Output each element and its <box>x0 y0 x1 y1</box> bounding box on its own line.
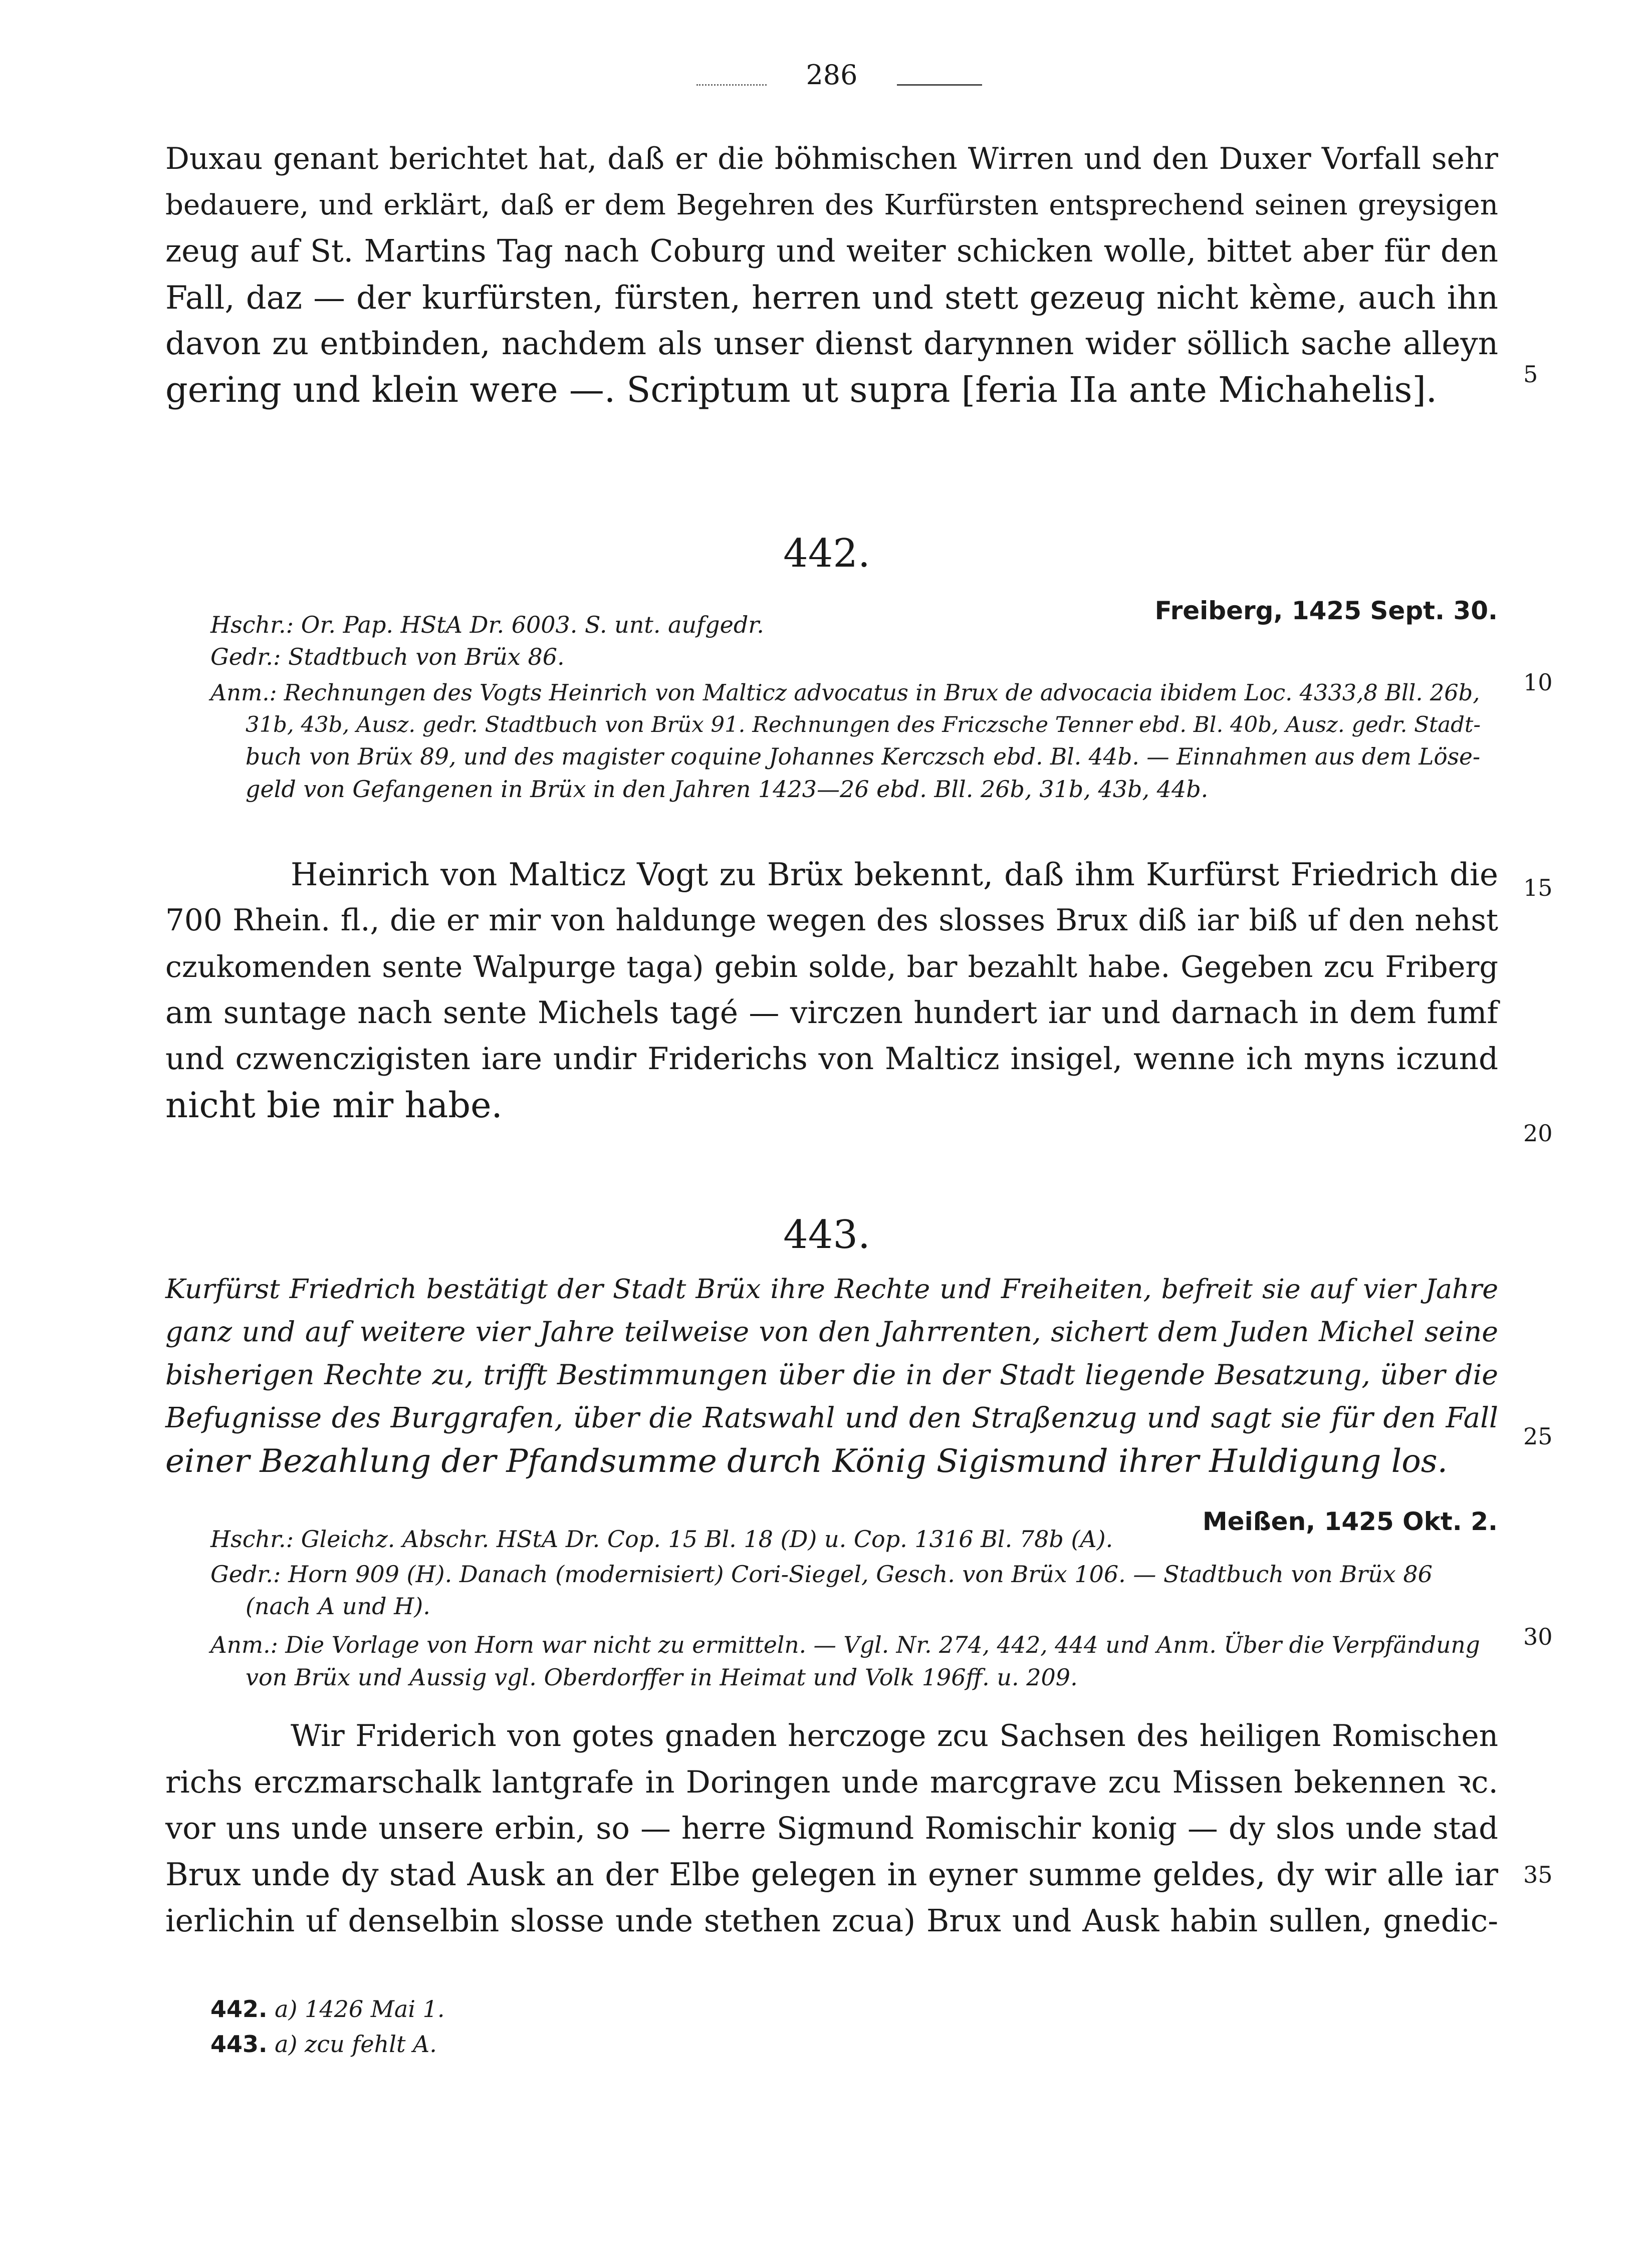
footnote-ref: 443. <box>210 2031 268 2058</box>
header-rule-left <box>696 84 767 86</box>
rubric-line: Kurfürst Friedrich bestätigt der Stadt Brüx ihre Rechte und Freiheiten, befreit sie auf vier Jahre <box>165 1273 1498 1305</box>
apparatus-line: Anm.: Rechnungen des Vogts Heinrich von Malticz advocatus in Brux de advocacia ibidem Loc. 4333,8 Bll. 26b, <box>210 680 1480 706</box>
rubric-line: einer Bezahlung der Pfandsumme durch König Sigismund ihrer Huldigung los. <box>165 1443 1448 1480</box>
document-number-443: 443. <box>783 1212 870 1257</box>
text-line: und czwenczigisten iare undir Friderichs von Malticz insigel, wenne ich myns iczund <box>165 1041 1498 1077</box>
apparatus-line: Anm.: Die Vorlage von Horn war nicht zu ermitteln. — Vgl. Nr. 274, 442, 444 und Anm. Über die Verpfändung <box>210 1632 1480 1658</box>
apparatus-line: buch von Brüx 89, und des magister coquine Johannes Kerczsch ebd. Bl. 44b. — Einnahmen aus dem Löse- <box>246 743 1481 770</box>
header-rule-right <box>897 84 982 86</box>
line-number: 35 <box>1523 1861 1553 1888</box>
rubric-line: ganz und auf weitere vier Jahre teilweise von den Jahrrenten, sichert dem Juden Michel seine <box>165 1316 1498 1348</box>
text-line: zeug auf St. Martins Tag nach Coburg und weiter schicken wolle, bittet aber für den <box>165 233 1498 269</box>
rubric-line: bisherigen Rechte zu, trifft Bestimmungen über die in der Stadt liegende Besatzung, über die <box>165 1359 1498 1391</box>
apparatus-line: (nach A und H). <box>246 1593 430 1620</box>
apparatus-line: geld von Gefangenen in Brüx in den Jahren 1423—26 ebd. Bll. 26b, 31b, 43b, 44b. <box>246 776 1209 803</box>
apparatus-line: Gedr.: Horn 909 (H). Danach (modernisiert) Cori-Siegel, Gesch. von Brüx 106. — Stadtbuch von Brüx 86 <box>210 1561 1433 1588</box>
footnote <box>210 1991 445 2027</box>
line-number: 30 <box>1523 1623 1553 1650</box>
text-line: Duxau genant berichtet hat, daß er die böhmischen Wirren und den Duxer Vorfall sehr <box>165 142 1498 176</box>
text-line: Heinrich von Malticz Vogt zu Brüx bekennt, daß ihm Kurfürst Friedrich die <box>291 856 1498 893</box>
text-line: Wir Friderich von gotes gnaden herczoge zcu Sachsen des heiligen Romischen <box>291 1719 1498 1753</box>
footnotes <box>210 1991 445 2062</box>
text-line: gering und klein were —. Scriptum ut supra [feria IIa ante Michahelis]. <box>165 369 1438 410</box>
footnote <box>210 2027 445 2062</box>
text-line: richs erczmarschalk lantgrafe in Doringen unde marcgrave zcu Missen bekennen ꝛc. <box>165 1765 1498 1800</box>
text-line: Brux unde dy stad Ausk an der Elbe gelegen in eyner summe geldes, dy wir alle iar <box>165 1856 1498 1893</box>
place-date-442: Freiberg, 1425 Sept. 30. <box>1154 596 1498 625</box>
line-number: 20 <box>1523 1120 1553 1147</box>
line-number: 15 <box>1523 874 1553 901</box>
apparatus-line: Gedr.: Stadtbuch von Brüx 86. <box>210 643 565 670</box>
line-number: 5 <box>1523 361 1538 388</box>
text-line: Fall, daz — der kurfürsten, fürsten, herren und stett gezeug nicht kème, auch ihn <box>165 279 1498 316</box>
apparatus-line: Hschr.: Or. Pap. HStA Dr. 6003. S. unt. aufgedr. <box>210 611 764 638</box>
text-line: davon zu entbinden, nachdem als unser dienst darynnen wider söllich sache alleyn <box>165 325 1498 362</box>
text-line: am suntage nach sente Michels tagé — virczen hundert iar und darnach in dem fumf <box>165 995 1498 1031</box>
apparatus-line: Hschr.: Gleichz. Abschr. HStA Dr. Cop. 15 Bl. 18 (D) u. Cop. 1316 Bl. 78b (A). <box>210 1526 1113 1553</box>
apparatus-442 <box>210 609 1493 805</box>
document-text-443 <box>165 1713 1498 1944</box>
text-line: ierlichin uf denselbin slosse unde stethen zcua) Brux und Ausk habin sullen, gnedic- <box>165 1903 1498 1939</box>
page-number: 286 <box>806 59 858 91</box>
continuation-paragraph <box>165 136 1498 413</box>
footnote-ref: 442. <box>210 1995 268 2023</box>
text-line: vor uns unde unsere erbin, so — herre Sigmund Romischir konig — dy slos unde stad <box>165 1811 1498 1846</box>
document-number-442: 442. <box>783 531 870 576</box>
line-number: 10 <box>1523 669 1553 696</box>
rubric-line: Befugnisse des Burggrafen, über die Ratswahl und den Straßenzug und sagt sie für den Fall <box>165 1402 1498 1434</box>
apparatus-line: 31b, 43b, Ausz. gedr. Stadtbuch von Brüx 91. Rechnungen des Friczsche Tenner ebd. Bl. 40b, Ausz. gedr. Stadt- <box>246 712 1481 737</box>
line-number: 25 <box>1523 1423 1553 1450</box>
text-line: bedauere, und erklärt, daß er dem Begehren des Kurfürsten entsprechend seinen greysigen <box>165 189 1498 221</box>
apparatus-line: von Brüx und Aussig vgl. Oberdorffer in Heimat und Volk 196ff. u. 209. <box>246 1664 1078 1691</box>
text-line: 700 Rhein. fl., die er mir von haldunge wegen des slosses Brux diß iar biß uf den nehst <box>165 903 1498 938</box>
footnote-text: a) 1426 Mai 1. <box>275 1995 445 2023</box>
document-text-442 <box>165 852 1498 1128</box>
place-date-443: Meißen, 1425 Okt. 2. <box>1202 1507 1498 1536</box>
text-line: nicht bie mir habe. <box>165 1085 503 1126</box>
regest-443 <box>165 1268 1498 1483</box>
text-line: czukomenden sente Walpurge taga) gebin solde, bar bezahlt habe. Gegeben zcu Friberg <box>165 949 1498 984</box>
footnote-text: a) zcu fehlt A. <box>275 2031 437 2058</box>
apparatus-443 <box>210 1523 1493 1693</box>
